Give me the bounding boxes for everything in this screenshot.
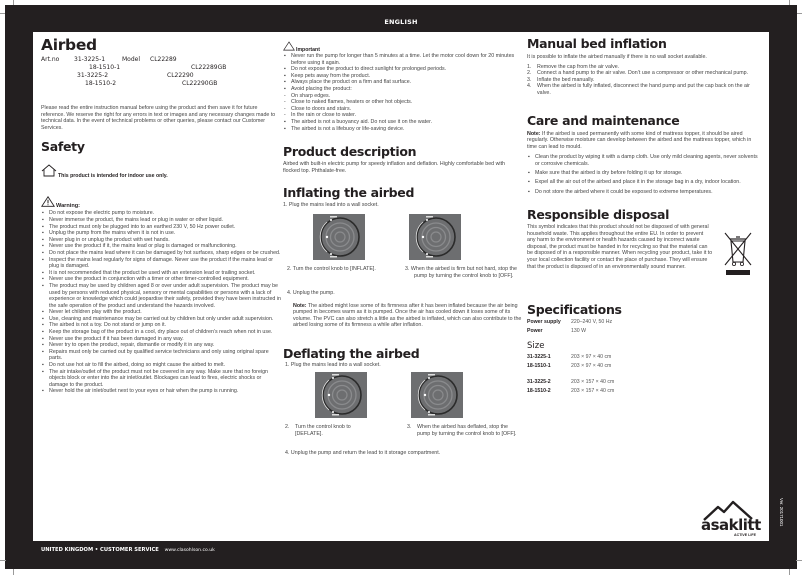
size-key: 31-3225-1 — [527, 354, 551, 361]
crop-mark — [13, 569, 14, 575]
safety-item: ▪ Repairs must only be carried out by qualified service technicians and only using original spare parts. — [41, 349, 281, 362]
note-label: Note: — [527, 130, 541, 137]
safety-item: ▪ Never let children play with the product. — [41, 309, 281, 316]
step-text: Connect a hand pump to the air valve. Don’t use a compressor or other mechanical pump. — [537, 70, 749, 77]
manual-inflation-steps — [527, 64, 759, 97]
control-knob-icon — [409, 214, 461, 260]
spec-key: Power — [527, 328, 543, 335]
step-number: 4. — [527, 83, 532, 90]
deflate-step-3: When the airbed has deflated, stop the pump by turning the control knob to [OFF]. — [417, 424, 517, 438]
footer — [41, 547, 215, 553]
brand-name: asaklitt — [701, 516, 761, 534]
size-row — [527, 378, 759, 387]
warning-icon — [41, 196, 55, 209]
inflate-captions — [283, 266, 523, 290]
model-label: Model — [122, 56, 141, 63]
product-description-heading: Product description — [283, 144, 417, 160]
warning-header — [41, 196, 281, 209]
size-table — [527, 353, 759, 396]
important-item: - Close to doors and stairs. — [283, 106, 523, 113]
inflate-illustrations — [283, 214, 523, 266]
page-title: Airbed — [41, 36, 97, 54]
control-knob-off-image — [411, 372, 463, 418]
column-middle — [283, 41, 523, 457]
note-text: The airbed might lose some of its firmness after it has been inflated because the air being pumped in becomes warm as it is pumped. Once the air has cooled down it loses some of its volume. The PVC can also stretch a little as the airbed is inflated, which can also contribute to the airbed losing some of its firmness a while after inflation. — [293, 302, 522, 329]
inflate-step-4: 4. Unplug the pump. — [287, 289, 335, 296]
important-item: ▪ Never run the pump for longer than 5 minutes at a time. Let the motor cool down for 20 minutes before using it again. — [283, 53, 523, 66]
size-row — [527, 362, 759, 371]
care-heading: Care and maintenance — [527, 112, 680, 128]
control-knob-icon — [315, 372, 367, 418]
safety-item: ▪ Do not expose the electric pump to moisture. — [41, 210, 281, 217]
size-row — [527, 353, 759, 362]
spec-value: 130 W — [571, 328, 586, 335]
control-knob-icon — [313, 214, 365, 260]
control-knob-icon — [411, 372, 463, 418]
safety-item: ▪ Do not place the mains lead where it can be damaged by hot surfaces, sharp edges or be crushed. — [41, 250, 281, 257]
important-item: - Close to naked flames, heaters or other hot objects. — [283, 99, 523, 106]
safety-item: ▪ The airbed is not a toy. Do not stand or jump on it. — [41, 322, 281, 329]
step-number: 3. — [527, 76, 532, 83]
model-3: CL22290 — [167, 72, 194, 79]
care-item: ▪ Do not store the airbed where it could be exposed to extreme temperatures. — [527, 189, 759, 196]
artno-label: Art.no — [41, 56, 60, 63]
important-header — [283, 41, 523, 53]
size-value: 203 × 157 × 40 cm — [571, 379, 615, 386]
inflating-heading: Inflating the airbed — [283, 185, 415, 201]
size-key: 18-1510-2 — [527, 388, 551, 395]
size-row — [527, 387, 759, 396]
spec-row — [527, 318, 759, 327]
important-item: ▪ The airbed is not a lifebuoy or life-saving device. — [283, 126, 523, 133]
size-value: 203 × 97 × 40 cm — [571, 363, 612, 370]
spec-table — [527, 318, 759, 336]
safety-item: ▪ Inspect the mains lead regularly for signs of damage. Never use the product if the mains lead or plug is damaged. — [41, 257, 281, 270]
artno-4: 18-1510-2 — [85, 80, 117, 87]
deflate-captions — [283, 424, 523, 450]
step-number: 1. — [527, 63, 532, 70]
brand-logo — [700, 500, 761, 541]
safety-item: ▪ The product must only be plugged into to an earthed 230 V, 50 Hz power outlet. — [41, 224, 281, 231]
note-text: If the airbed is used permanently with some kind of mattress topper, it should be aired regularly. Otherwise moisture can develop between the airbed and the mattress topper, which in time can lead to mould. — [527, 130, 752, 150]
house-icon — [41, 164, 57, 179]
crop-mark — [796, 560, 802, 561]
care-item: ▪ Expel all the air out of the airbed and place it in the storage bag in a dry, indoor location. — [527, 179, 759, 186]
inflate-step-3: 3. When the airbed is firm but not hard, stop the pump by turning the control knob to [OFF]. — [405, 265, 517, 279]
warning-label: Warning: — [56, 203, 81, 210]
specifications-heading: Specifications — [527, 302, 622, 318]
important-item: ▪ Always place the product on a firm and flat surface. — [283, 79, 523, 86]
important-item: ▪ The airbed is not a buoyancy aid. Do not use it on the water. — [283, 119, 523, 126]
manual-step — [527, 77, 759, 84]
inflate-step-1: 1. Plug the mains lead into a wall socket. — [283, 202, 379, 209]
deflate-step-2: Turn the control knob to [DEFLATE]. — [295, 424, 351, 438]
safety-item: ▪ Do not use hot air to fill the airbed, doing so might cause the airbed to melt. — [41, 362, 281, 369]
crop-mark — [0, 560, 6, 561]
safety-heading: Safety — [41, 139, 85, 155]
safety-item: ▪ It is not recommended that the product be used with an extension lead or trailing socket. — [41, 270, 281, 277]
model-4: CL22290GB — [182, 80, 218, 87]
safety-item: ▪ Never hold the air inlet/outlet next to your eyes or hair when the pump is running. — [41, 388, 281, 395]
spec-value: 220–240 V, 50 Hz — [571, 319, 613, 326]
care-item: ▪ Clean the product by wiping it with a damp cloth. Use only mild cleaning agents, never solvents or corrosive chemicals. — [527, 154, 759, 167]
size-value: 203 × 97 × 40 cm — [571, 354, 612, 361]
brand-tagline: ACTIVE LIFE — [734, 533, 756, 537]
safety-item: ▪ Never use the product in conjunction with a timer or other timer-controlled equipment. — [41, 276, 281, 283]
control-knob-off-image — [409, 214, 461, 260]
spec-key: Power supply — [527, 319, 561, 326]
care-list — [527, 154, 759, 195]
artno-3: 31-3225-2 — [77, 72, 109, 79]
deflate-step-3-num: 3. — [407, 424, 412, 431]
article-numbers — [41, 56, 281, 90]
column-right — [527, 36, 759, 396]
artno-2: 18-1510-1 — [89, 64, 121, 71]
product-description-text: Airbed with built-in electric pump for speedy inflation and deflation. Highly comfortable bed with flocked top. Phthalate-free. — [283, 161, 505, 174]
footer-label: UNITED KINGDOM • CUSTOMER SERVICE — [41, 547, 159, 553]
manual-inflation-heading: Manual bed inflation — [527, 36, 667, 51]
manual-inflation-intro: It is possible to inflate the airbed manually if there is no wall socket available. — [527, 54, 707, 60]
deflate-illustrations — [283, 372, 523, 424]
model-1: CL22289 — [150, 56, 177, 63]
size-key: 31-3225-2 — [527, 379, 551, 386]
important-item: ▪ Avoid placing the product: — [283, 86, 523, 93]
safety-list — [41, 210, 281, 395]
version-label: Ver. 20171001 — [779, 498, 784, 527]
column-left — [41, 36, 281, 395]
crop-mark — [789, 569, 790, 575]
spec-row — [527, 327, 759, 336]
disposal-text: This symbol indicates that this product should not be disposed of with general household waste. This applies throughout the entire EU. In order to prevent any harm to the environment or health hazards caused by incorrect waste disposal, the product must be handed in for recycling so that the material can be disposed of in a responsible manner. When recycling your product, take it to your local collection facility or contact the place of purchase. They will ensure that the product is disposed of in an environmentally sound manner. — [527, 224, 713, 270]
safety-item: ▪ Never immerse the product, the mains lead or plug in water or other liquid. — [41, 217, 281, 224]
size-value: 203 × 157 × 40 cm — [571, 388, 615, 395]
important-list — [283, 53, 523, 132]
inflate-step-2: 2. Turn the control knob to [INFLATE]. — [287, 265, 376, 272]
safety-item: ▪ Use, cleaning and maintenance may be carried out by children but only under adult supervision. — [41, 316, 281, 323]
safety-item: ▪ Never use the product if it, the mains lead or plug is damaged or malfunctioning. — [41, 243, 281, 250]
care-note — [527, 131, 759, 151]
size-key: 18-1510-1 — [527, 363, 551, 370]
intro-text: Please read the entire instruction manual before using the product and then save it for future reference. We reserve the right for any errors in text or images and any necessary changes made to technical data. In the event of technical problems or other queries, please contact our Customer Services. — [41, 105, 276, 131]
step-number: 2. — [527, 70, 532, 77]
safety-item: ▪ The air intake/outlet of the product must not be covered in any way. Make sure that no foreign objects block or enter into the air inlet/outlet. Blockages can lead to fires, electric shocks or damage to the product. — [41, 369, 281, 389]
footer-url[interactable]: www.clasohlson.co.uk — [164, 548, 215, 553]
size-heading: Size — [527, 341, 545, 352]
step-text: Inflate the bed manually. — [537, 76, 595, 83]
step-text: When the airbed is fully inflated, disconnect the hand pump and put the cap back on the air valve. — [537, 83, 750, 96]
manual-step — [527, 64, 759, 71]
safety-item: ▪ Keep the storage bag of the product in a cool, dry place out of children’s reach when not in use. — [41, 329, 281, 336]
indoor-note — [41, 164, 281, 179]
important-item: - In the rain or close to water. — [283, 112, 523, 119]
disposal-heading: Responsible disposal — [527, 207, 670, 223]
control-knob-inflate-image — [313, 214, 365, 260]
deflating-heading: Deflating the airbed — [283, 345, 420, 361]
safety-item: ▪ The product may be used by children aged 8 or over under adult supervision. The product may be used by persons with reduced physical, sensory or mental capabilities or persons with a lack of experience or knowledge which could jeopardise their safety, provided they have been instructed in the safe operation of the product and understand the hazards involved. — [41, 283, 281, 309]
manual-step — [527, 70, 759, 77]
deflate-step-2-num: 2. — [285, 424, 290, 431]
deflate-step-1: 1. Plug the mains lead into a wall socket. — [285, 361, 381, 368]
warning-icon — [283, 41, 295, 53]
language-label: ENGLISH — [384, 18, 418, 26]
safety-item: ▪ Unplug the pump from the mains when it is not in use. — [41, 230, 281, 237]
artno-1: 31-3225-1 — [74, 56, 106, 63]
safety-item: ▪ Never plug in or unplug the product with wet hands. — [41, 237, 281, 244]
important-label: Important — [296, 47, 320, 53]
care-item: ▪ Make sure that the airbed is dry before folding it up for storage. — [527, 170, 759, 177]
deflate-step-4: 4. Unplug the pump and return the lead to it storage compartment. — [285, 450, 441, 457]
weee-bin-icon — [723, 230, 753, 281]
important-item: ▪ Keep pets away from the product. — [283, 73, 523, 80]
important-item: ▪ Do not expose the product to direct sunlight for prolonged periods. — [283, 66, 523, 73]
manual-step — [527, 83, 759, 96]
step-text: Remove the cap from the air valve. — [537, 63, 620, 70]
safety-item: ▪ Never use the product if it has been damaged in any way. — [41, 336, 281, 343]
control-knob-deflate-image — [315, 372, 367, 418]
note-label: Note: — [293, 302, 307, 309]
disposal-block — [527, 224, 759, 281]
model-2: CL22289GB — [191, 64, 227, 71]
inflate-note — [283, 303, 523, 329]
indoor-note-text: This product is intended for indoor use only. — [58, 173, 168, 180]
safety-item: ▪ Never try to open the product, repair, dismantle or modify it in any way. — [41, 342, 281, 349]
important-item: - On sharp edges. — [283, 93, 523, 100]
